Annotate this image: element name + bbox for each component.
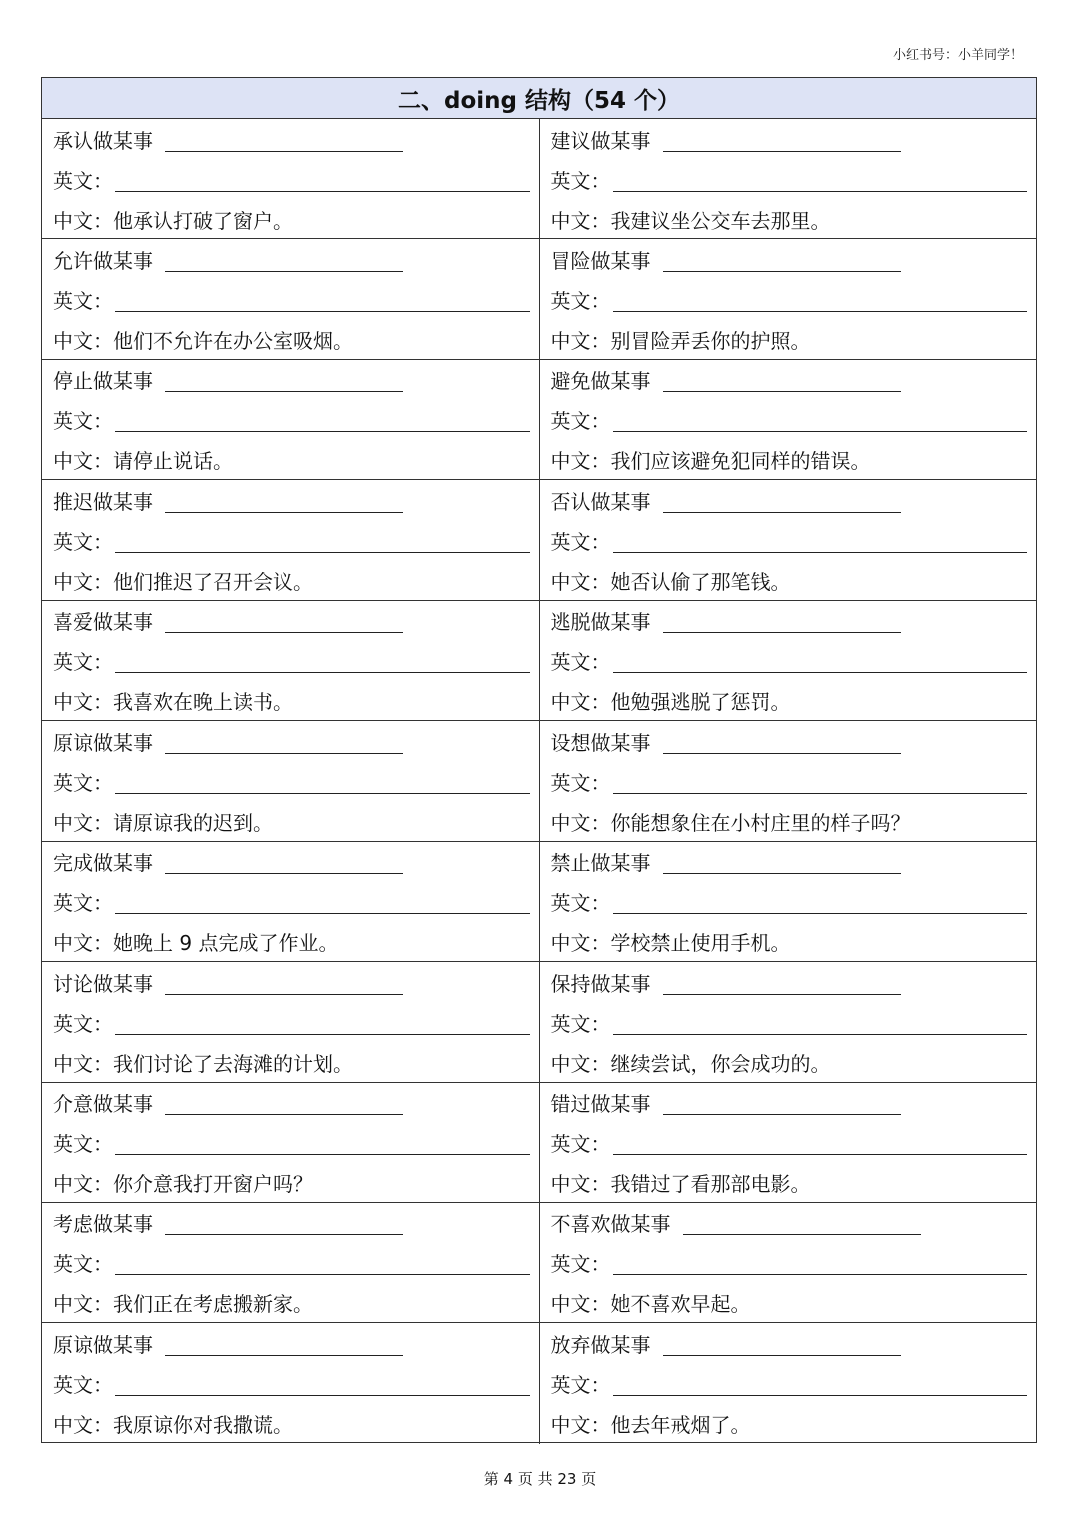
english-line xyxy=(53,400,530,440)
exercise-title-line xyxy=(551,962,1028,1002)
exercise-title-line xyxy=(551,1323,1028,1363)
exercise-title: 否认做某事 xyxy=(550,489,651,514)
chinese-line xyxy=(551,440,1028,480)
english-answer-blank[interactable] xyxy=(613,407,1028,432)
english-line xyxy=(53,520,530,560)
exercise-title-line xyxy=(53,962,530,1002)
english-line xyxy=(53,1363,530,1403)
chinese-line xyxy=(53,1283,530,1323)
chinese-sentence: 你介意我打开窗户吗？ xyxy=(113,1172,313,1196)
chinese-label: 中文： xyxy=(53,1292,113,1317)
exercise-grid xyxy=(42,119,1036,1444)
exercise-title: 停止做某事 xyxy=(53,369,153,394)
english-answer-blank[interactable] xyxy=(613,528,1028,553)
exercise-cell xyxy=(540,239,1037,358)
chinese-label: 中文： xyxy=(53,1412,113,1437)
english-answer-blank[interactable] xyxy=(115,648,530,673)
exercise-cell xyxy=(540,962,1037,1081)
chinese-label: 中文： xyxy=(550,328,611,353)
english-answer-blank[interactable] xyxy=(115,287,530,312)
chinese-line xyxy=(551,681,1028,721)
exercise-title: 允许做某事 xyxy=(53,248,153,273)
english-line xyxy=(53,641,530,681)
exercise-title: 原谅做某事 xyxy=(53,1332,153,1357)
english-line xyxy=(551,641,1028,681)
english-line xyxy=(551,520,1028,560)
exercise-cell xyxy=(42,962,540,1081)
exercise-cell xyxy=(540,1083,1037,1202)
english-label: 英文： xyxy=(53,891,113,916)
exercise-title-line xyxy=(53,1083,530,1123)
english-label: 英文： xyxy=(550,1132,611,1156)
exercise-title: 避免做某事 xyxy=(550,369,651,394)
english-label: 英文： xyxy=(53,409,113,434)
title-answer-blank[interactable] xyxy=(663,127,901,152)
chinese-sentence: 请原谅我的迟到。 xyxy=(113,810,273,835)
chinese-line xyxy=(53,1403,530,1443)
english-line xyxy=(551,1363,1028,1403)
chinese-line xyxy=(551,319,1028,359)
exercise-cell xyxy=(540,1323,1037,1443)
english-label: 英文： xyxy=(550,1372,611,1397)
exercise-title-line xyxy=(53,239,530,279)
english-line xyxy=(53,159,530,199)
english-answer-blank[interactable] xyxy=(613,1250,1028,1275)
english-line xyxy=(53,882,530,922)
chinese-label: 中文： xyxy=(550,810,611,835)
english-label: 英文： xyxy=(53,529,113,554)
chinese-line xyxy=(53,801,530,841)
exercise-title-line xyxy=(53,1323,530,1363)
english-line xyxy=(551,279,1028,319)
chinese-sentence: 她否认偷了那笔钱。 xyxy=(610,569,791,594)
exercise-title: 原谅做某事 xyxy=(53,730,153,755)
english-answer-blank[interactable] xyxy=(115,1130,530,1155)
title-answer-blank[interactable] xyxy=(663,247,901,272)
title-answer-blank[interactable] xyxy=(165,970,403,995)
english-answer-blank[interactable] xyxy=(613,1010,1028,1035)
chinese-line xyxy=(53,1163,530,1203)
exercise-title-line xyxy=(53,1203,530,1243)
english-line xyxy=(53,279,530,319)
chinese-sentence: 我们正在考虑搬新家。 xyxy=(113,1292,313,1317)
chinese-sentence: 你能想象住在小村庄里的样子吗？ xyxy=(610,810,911,835)
table-row xyxy=(42,119,1036,239)
exercise-title-line xyxy=(53,360,530,400)
chinese-label: 中文： xyxy=(550,569,611,594)
english-line xyxy=(551,1002,1028,1042)
exercise-cell xyxy=(540,119,1037,238)
english-answer-blank[interactable] xyxy=(115,1371,530,1396)
english-answer-blank[interactable] xyxy=(613,167,1028,192)
chinese-line xyxy=(53,440,530,480)
chinese-line xyxy=(551,1283,1028,1323)
exercise-cell xyxy=(42,480,540,599)
table-row xyxy=(42,601,1036,721)
english-label: 英文： xyxy=(53,770,113,795)
title-answer-blank[interactable] xyxy=(663,608,901,633)
exercise-title: 保持做某事 xyxy=(550,971,651,996)
title-answer-blank[interactable] xyxy=(165,127,403,152)
chinese-line xyxy=(53,922,530,962)
title-answer-blank[interactable] xyxy=(165,729,403,754)
chinese-label: 中文： xyxy=(53,569,113,594)
english-answer-blank[interactable] xyxy=(115,528,530,553)
chinese-label: 中文： xyxy=(550,1051,611,1076)
exercise-title: 承认做某事 xyxy=(53,128,153,153)
chinese-sentence: 继续尝试，你会成功的。 xyxy=(610,1051,831,1076)
chinese-line xyxy=(551,560,1028,600)
exercise-cell xyxy=(42,1203,540,1322)
exercise-title-line xyxy=(551,1083,1028,1123)
english-line xyxy=(551,761,1028,801)
english-label: 英文： xyxy=(53,650,113,675)
section-title: 二、doing 结构（54 个） xyxy=(42,78,1036,119)
title-answer-blank[interactable] xyxy=(165,1090,403,1115)
watermark-text: 小红书号：小羊同学！ xyxy=(892,48,1023,63)
exercise-title: 设想做某事 xyxy=(550,730,651,755)
title-answer-blank[interactable] xyxy=(663,729,901,754)
english-label: 英文： xyxy=(53,1252,113,1277)
exercise-title-line xyxy=(551,239,1028,279)
chinese-sentence: 我喜欢在晚上读书。 xyxy=(113,690,293,715)
exercise-cell xyxy=(42,239,540,358)
english-line xyxy=(551,1123,1028,1163)
exercise-title: 不喜欢做某事 xyxy=(550,1212,671,1237)
exercise-cell xyxy=(42,601,540,720)
exercise-title-line xyxy=(53,601,530,641)
english-label: 英文： xyxy=(53,288,113,313)
chinese-sentence: 他去年戒烟了。 xyxy=(610,1412,751,1437)
english-answer-blank[interactable] xyxy=(613,769,1028,794)
exercise-title: 推迟做某事 xyxy=(53,489,153,514)
title-answer-blank[interactable] xyxy=(165,849,403,874)
title-answer-blank[interactable] xyxy=(165,247,403,272)
exercise-title-line xyxy=(551,1203,1028,1243)
chinese-line xyxy=(551,922,1028,962)
exercise-cell xyxy=(42,1083,540,1202)
title-answer-blank[interactable] xyxy=(165,488,403,513)
chinese-line xyxy=(551,1163,1028,1203)
exercise-title: 禁止做某事 xyxy=(550,851,651,876)
exercise-title-line xyxy=(551,601,1028,641)
title-answer-blank[interactable] xyxy=(663,367,901,392)
english-answer-blank[interactable] xyxy=(613,1130,1028,1155)
chinese-label: 中文： xyxy=(550,1412,611,1437)
chinese-sentence: 他承认打破了窗户。 xyxy=(113,208,293,233)
exercise-cell xyxy=(540,721,1037,840)
title-answer-blank[interactable] xyxy=(663,849,901,874)
exercise-title-line xyxy=(53,842,530,882)
title-answer-blank[interactable] xyxy=(165,608,403,633)
chinese-line xyxy=(551,801,1028,841)
english-line xyxy=(551,1243,1028,1283)
exercise-cell xyxy=(42,721,540,840)
english-line xyxy=(551,159,1028,199)
exercise-title: 放弃做某事 xyxy=(550,1332,651,1357)
table-row xyxy=(42,360,1036,480)
english-label: 英文： xyxy=(550,529,611,554)
chinese-label: 中文： xyxy=(53,1172,113,1196)
chinese-label: 中文： xyxy=(53,1051,113,1076)
exercise-cell xyxy=(540,480,1037,599)
chinese-line xyxy=(53,681,530,721)
chinese-label: 中文： xyxy=(550,1292,611,1317)
table-row xyxy=(42,239,1036,359)
exercise-cell xyxy=(42,842,540,961)
chinese-label: 中文： xyxy=(53,208,113,233)
exercise-title: 讨论做某事 xyxy=(53,971,153,996)
exercise-title-line xyxy=(551,119,1028,159)
english-answer-blank[interactable] xyxy=(115,889,530,914)
table-row xyxy=(42,1203,1036,1323)
english-line xyxy=(551,400,1028,440)
table-row xyxy=(42,1083,1036,1203)
exercise-title-line xyxy=(551,480,1028,520)
english-line xyxy=(53,1002,530,1042)
english-label: 英文： xyxy=(550,891,611,916)
exercise-title: 错过做某事 xyxy=(550,1092,651,1116)
chinese-sentence: 她晚上 9 点完成了作业。 xyxy=(113,931,339,956)
exercise-title: 完成做某事 xyxy=(53,851,153,876)
chinese-label: 中文： xyxy=(550,449,611,474)
english-label: 英文： xyxy=(550,770,611,795)
chinese-label: 中文： xyxy=(53,449,113,474)
chinese-sentence: 他们推迟了召开会议。 xyxy=(113,569,313,594)
table-row xyxy=(42,480,1036,600)
exercise-cell xyxy=(540,601,1037,720)
chinese-label: 中文： xyxy=(550,690,611,715)
english-label: 英文： xyxy=(550,409,611,434)
english-label: 英文： xyxy=(53,1132,113,1156)
english-answer-blank[interactable] xyxy=(613,648,1028,673)
chinese-sentence: 请停止说话。 xyxy=(113,449,233,474)
exercise-title-line xyxy=(53,119,530,159)
exercise-title: 逃脱做某事 xyxy=(550,610,651,635)
english-answer-blank[interactable] xyxy=(115,167,530,192)
chinese-line xyxy=(53,199,530,239)
exercise-title: 考虑做某事 xyxy=(53,1212,153,1237)
chinese-label: 中文： xyxy=(550,208,611,233)
title-answer-blank[interactable] xyxy=(663,1331,901,1356)
exercise-cell xyxy=(42,1323,540,1443)
english-answer-blank[interactable] xyxy=(613,287,1028,312)
title-answer-blank[interactable] xyxy=(663,488,901,513)
chinese-sentence: 我错过了看那部电影。 xyxy=(610,1172,811,1196)
english-answer-blank[interactable] xyxy=(613,889,1028,914)
english-answer-blank[interactable] xyxy=(115,1010,530,1035)
chinese-sentence: 我们应该避免犯同样的错误。 xyxy=(610,449,871,474)
exercise-title: 喜爱做某事 xyxy=(53,610,153,635)
table-row xyxy=(42,842,1036,962)
english-label: 英文： xyxy=(550,288,611,313)
chinese-line xyxy=(53,319,530,359)
english-label: 英文： xyxy=(550,650,611,675)
table-row xyxy=(42,721,1036,841)
title-answer-blank[interactable] xyxy=(165,367,403,392)
chinese-sentence: 我建议坐公交车去那里。 xyxy=(610,208,831,233)
chinese-line xyxy=(551,1403,1028,1443)
chinese-sentence: 学校禁止使用手机。 xyxy=(610,931,791,956)
title-answer-blank[interactable] xyxy=(165,1210,403,1235)
english-label: 英文： xyxy=(53,1372,113,1397)
chinese-line xyxy=(551,1042,1028,1082)
exercise-title: 建议做某事 xyxy=(550,128,651,153)
exercise-cell xyxy=(540,360,1037,479)
worksheet-table xyxy=(41,77,1037,1443)
english-label: 英文： xyxy=(550,1252,611,1277)
english-answer-blank[interactable] xyxy=(115,407,530,432)
title-answer-blank[interactable] xyxy=(165,1331,403,1356)
chinese-label: 中文： xyxy=(550,1172,611,1196)
chinese-label: 中文： xyxy=(53,931,113,956)
exercise-cell xyxy=(540,842,1037,961)
english-answer-blank[interactable] xyxy=(115,1250,530,1275)
page-number: 第 4 页 共 23 页 xyxy=(483,1470,597,1488)
exercise-title-line xyxy=(551,360,1028,400)
chinese-label: 中文： xyxy=(550,931,611,956)
chinese-label: 中文： xyxy=(53,328,113,353)
english-label: 英文： xyxy=(53,168,113,193)
english-answer-blank[interactable] xyxy=(613,1371,1028,1396)
chinese-line xyxy=(53,560,530,600)
chinese-sentence: 我们讨论了去海滩的计划。 xyxy=(113,1051,353,1076)
english-line xyxy=(53,761,530,801)
exercise-cell xyxy=(42,119,540,238)
exercise-cell xyxy=(42,360,540,479)
exercise-title-line xyxy=(53,480,530,520)
chinese-sentence: 他勉强逃脱了惩罚。 xyxy=(610,690,791,715)
chinese-line xyxy=(53,1042,530,1082)
english-label: 英文： xyxy=(550,168,611,193)
table-row xyxy=(42,1323,1036,1443)
table-row xyxy=(42,962,1036,1082)
chinese-label: 中文： xyxy=(53,810,113,835)
english-line xyxy=(551,882,1028,922)
chinese-label: 中文： xyxy=(53,690,113,715)
exercise-title-line xyxy=(53,721,530,761)
english-label: 英文： xyxy=(550,1011,611,1036)
title-answer-blank[interactable] xyxy=(683,1210,921,1235)
title-answer-blank[interactable] xyxy=(663,1090,901,1115)
english-line xyxy=(53,1243,530,1283)
chinese-sentence: 别冒险弄丢你的护照。 xyxy=(610,328,811,353)
title-answer-blank[interactable] xyxy=(663,970,901,995)
chinese-line xyxy=(551,199,1028,239)
chinese-sentence: 他们不允许在办公室吸烟。 xyxy=(113,328,353,353)
exercise-title-line xyxy=(551,842,1028,882)
exercise-title: 介意做某事 xyxy=(53,1092,153,1116)
chinese-sentence: 我原谅你对我撒谎。 xyxy=(113,1412,293,1437)
exercise-cell xyxy=(540,1203,1037,1322)
english-line xyxy=(53,1123,530,1163)
exercise-title: 冒险做某事 xyxy=(550,248,651,273)
chinese-sentence: 她不喜欢早起。 xyxy=(610,1292,751,1317)
english-label: 英文： xyxy=(53,1011,113,1036)
exercise-title-line xyxy=(551,721,1028,761)
english-answer-blank[interactable] xyxy=(115,769,530,794)
